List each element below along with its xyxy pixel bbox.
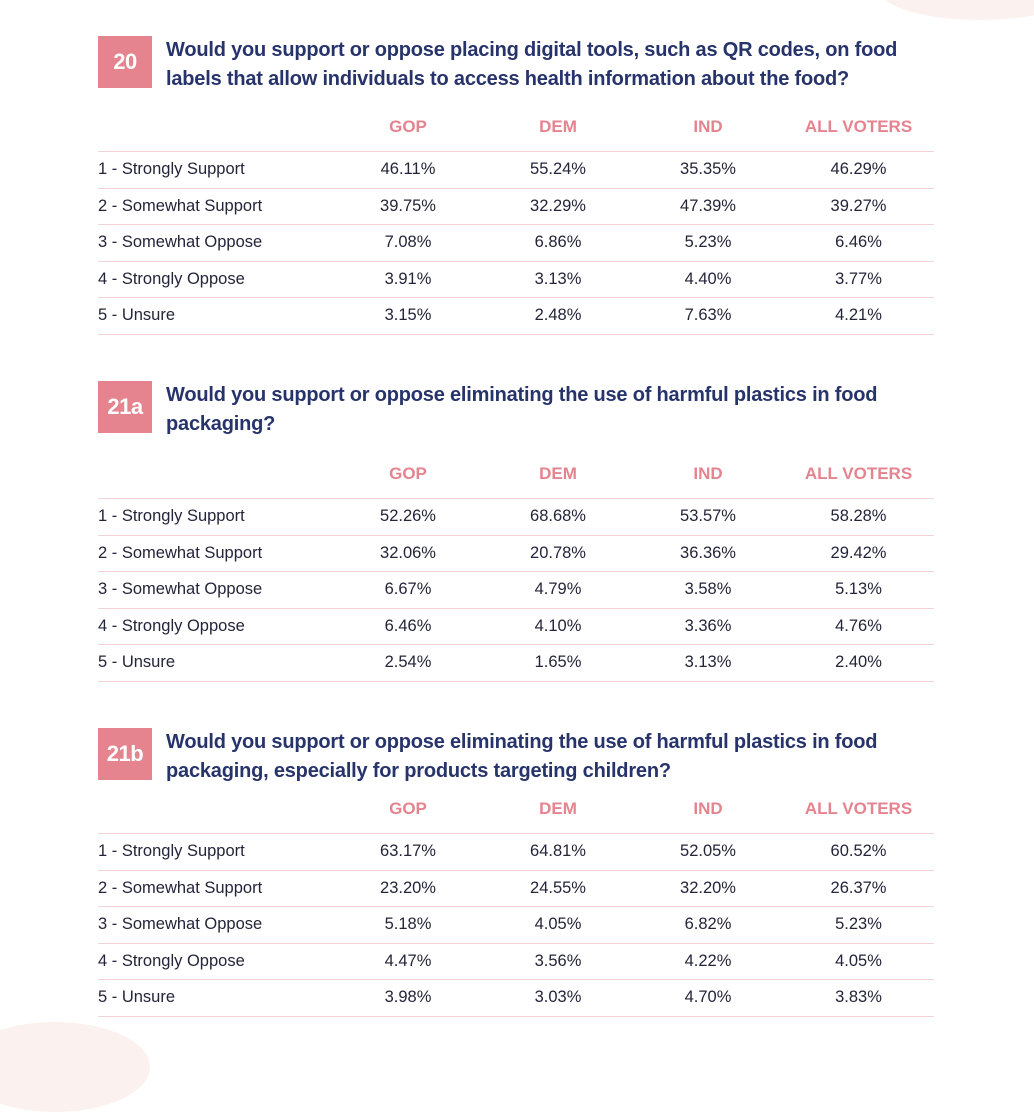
ind-value: 3.58% xyxy=(633,572,783,609)
decorative-blob xyxy=(880,0,1034,20)
column-header-label xyxy=(98,107,333,152)
ind-value: 7.63% xyxy=(633,298,783,335)
results-table xyxy=(98,789,934,1017)
table-row xyxy=(98,645,934,682)
ind-value: 3.13% xyxy=(633,645,783,682)
column-header-dem: DEM xyxy=(483,789,633,834)
column-header-ind: IND xyxy=(633,454,783,499)
table-header-row xyxy=(98,454,934,499)
ind-value: 35.35% xyxy=(633,152,783,189)
row-label: 5 - Unsure xyxy=(98,298,333,335)
dem-value: 24.55% xyxy=(483,870,633,907)
row-label: 3 - Somewhat Oppose xyxy=(98,572,333,609)
row-label: 2 - Somewhat Support xyxy=(98,535,333,572)
table-row xyxy=(98,572,934,609)
gop-value: 4.47% xyxy=(333,943,483,980)
decorative-blob xyxy=(0,1022,150,1112)
table-row xyxy=(98,943,934,980)
dem-value: 4.05% xyxy=(483,907,633,944)
all-voters-value: 29.42% xyxy=(783,535,934,572)
dem-value: 68.68% xyxy=(483,499,633,536)
question-text: Would you support or oppose eliminating the use of harmful plastics in food packaging, especially for products targeting children? xyxy=(166,731,878,782)
all-voters-value: 39.27% xyxy=(783,188,934,225)
table-row xyxy=(98,834,934,871)
column-header-dem: DEM xyxy=(483,454,633,499)
gop-value: 52.26% xyxy=(333,499,483,536)
column-header-all-voters: ALL VOTERS xyxy=(783,107,934,152)
all-voters-value: 4.21% xyxy=(783,298,934,335)
gop-value: 7.08% xyxy=(333,225,483,262)
column-header-all-voters: ALL VOTERS xyxy=(783,789,934,834)
row-label: 4 - Strongly Oppose xyxy=(98,608,333,645)
ind-value: 53.57% xyxy=(633,499,783,536)
column-header-ind: IND xyxy=(633,789,783,834)
row-label: 1 - Strongly Support xyxy=(98,152,333,189)
ind-value: 52.05% xyxy=(633,834,783,871)
table-row xyxy=(98,535,934,572)
table-row xyxy=(98,225,934,262)
all-voters-value: 60.52% xyxy=(783,834,934,871)
gop-value: 63.17% xyxy=(333,834,483,871)
question-text: Would you support or oppose placing digital tools, such as QR codes, on food labels that allow individuals to access health information about the food? xyxy=(166,39,898,90)
row-label: 3 - Somewhat Oppose xyxy=(98,907,333,944)
results-table xyxy=(98,107,934,335)
gop-value: 46.11% xyxy=(333,152,483,189)
dem-value: 2.48% xyxy=(483,298,633,335)
table-row xyxy=(98,188,934,225)
all-voters-value: 5.13% xyxy=(783,572,934,609)
row-label: 3 - Somewhat Oppose xyxy=(98,225,333,262)
dem-value: 32.29% xyxy=(483,188,633,225)
gop-value: 5.18% xyxy=(333,907,483,944)
gop-value: 6.67% xyxy=(333,572,483,609)
gop-value: 39.75% xyxy=(333,188,483,225)
question-number-badge: 21b xyxy=(98,728,152,780)
ind-value: 6.82% xyxy=(633,907,783,944)
dem-value: 64.81% xyxy=(483,834,633,871)
row-label: 1 - Strongly Support xyxy=(98,834,333,871)
column-header-gop: GOP xyxy=(333,107,483,152)
column-header-ind: IND xyxy=(633,107,783,152)
table-header-row xyxy=(98,107,934,152)
ind-value: 4.70% xyxy=(633,980,783,1017)
all-voters-value: 3.83% xyxy=(783,980,934,1017)
all-voters-value: 4.05% xyxy=(783,943,934,980)
column-header-label xyxy=(98,789,333,834)
all-voters-value: 2.40% xyxy=(783,645,934,682)
dem-value: 3.13% xyxy=(483,261,633,298)
column-header-label xyxy=(98,454,333,499)
column-header-gop: GOP xyxy=(333,454,483,499)
question-number-badge: 20 xyxy=(98,36,152,88)
ind-value: 4.22% xyxy=(633,943,783,980)
dem-value: 20.78% xyxy=(483,535,633,572)
ind-value: 4.40% xyxy=(633,261,783,298)
dem-value: 55.24% xyxy=(483,152,633,189)
ind-value: 5.23% xyxy=(633,225,783,262)
table-row xyxy=(98,608,934,645)
row-label: 4 - Strongly Oppose xyxy=(98,261,333,298)
table-row xyxy=(98,261,934,298)
question-number-badge: 21a xyxy=(98,381,152,433)
dem-value: 4.79% xyxy=(483,572,633,609)
all-voters-value: 58.28% xyxy=(783,499,934,536)
gop-value: 2.54% xyxy=(333,645,483,682)
all-voters-value: 46.29% xyxy=(783,152,934,189)
column-header-dem: DEM xyxy=(483,107,633,152)
ind-value: 3.36% xyxy=(633,608,783,645)
gop-value: 6.46% xyxy=(333,608,483,645)
results-table xyxy=(98,454,934,682)
question-text: Would you support or oppose eliminating the use of harmful plastics in food packaging? xyxy=(166,384,878,435)
table-row xyxy=(98,870,934,907)
gop-value: 23.20% xyxy=(333,870,483,907)
row-label: 2 - Somewhat Support xyxy=(98,870,333,907)
column-header-all-voters: ALL VOTERS xyxy=(783,454,934,499)
all-voters-value: 6.46% xyxy=(783,225,934,262)
gop-value: 32.06% xyxy=(333,535,483,572)
dem-value: 3.56% xyxy=(483,943,633,980)
ind-value: 47.39% xyxy=(633,188,783,225)
ind-value: 36.36% xyxy=(633,535,783,572)
dem-value: 1.65% xyxy=(483,645,633,682)
table-header-row xyxy=(98,789,934,834)
all-voters-value: 3.77% xyxy=(783,261,934,298)
row-label: 5 - Unsure xyxy=(98,645,333,682)
gop-value: 3.91% xyxy=(333,261,483,298)
table-row xyxy=(98,298,934,335)
dem-value: 3.03% xyxy=(483,980,633,1017)
all-voters-value: 4.76% xyxy=(783,608,934,645)
table-row xyxy=(98,499,934,536)
dem-value: 4.10% xyxy=(483,608,633,645)
gop-value: 3.15% xyxy=(333,298,483,335)
all-voters-value: 5.23% xyxy=(783,907,934,944)
row-label: 1 - Strongly Support xyxy=(98,499,333,536)
column-header-gop: GOP xyxy=(333,789,483,834)
row-label: 2 - Somewhat Support xyxy=(98,188,333,225)
row-label: 4 - Strongly Oppose xyxy=(98,943,333,980)
row-label: 5 - Unsure xyxy=(98,980,333,1017)
table-row xyxy=(98,980,934,1017)
ind-value: 32.20% xyxy=(633,870,783,907)
table-row xyxy=(98,907,934,944)
gop-value: 3.98% xyxy=(333,980,483,1017)
dem-value: 6.86% xyxy=(483,225,633,262)
table-row xyxy=(98,152,934,189)
all-voters-value: 26.37% xyxy=(783,870,934,907)
